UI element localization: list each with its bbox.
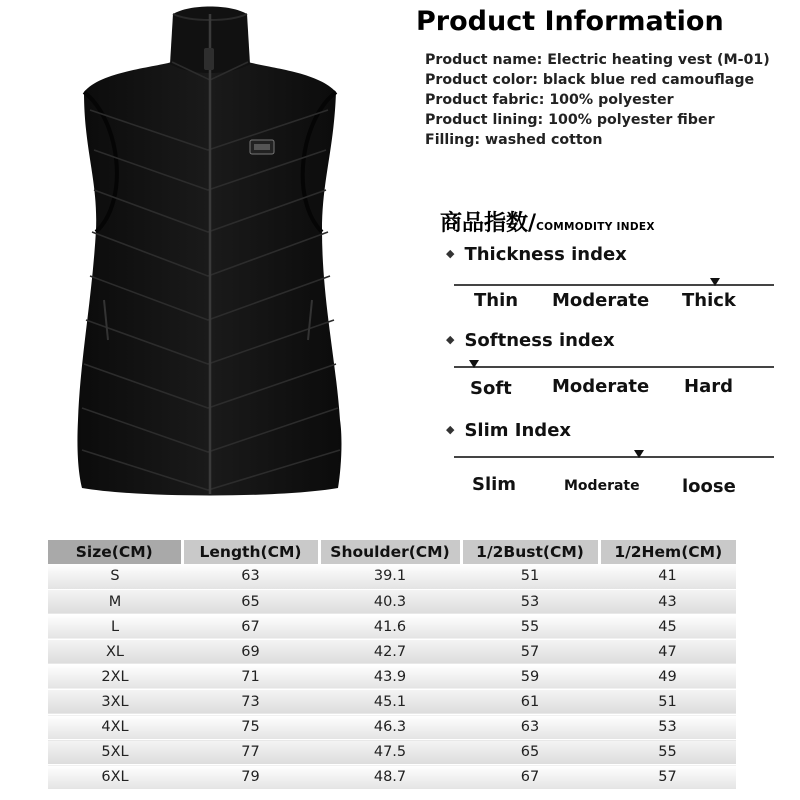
softness-label-soft: Soft <box>470 378 512 399</box>
header-half-hem: 1/2Hem(CM) <box>599 540 736 564</box>
thickness-index-scale <box>454 284 774 286</box>
table-cell: 6XL <box>48 765 182 790</box>
slim-index-scale <box>454 456 774 458</box>
table-cell: 53 <box>599 715 736 740</box>
diamond-bullet-icon: ◆ <box>446 423 455 436</box>
size-table-header-row <box>48 540 736 564</box>
product-lining-line: Product lining: 100% polyester fiber <box>425 112 715 128</box>
slim-label-moderate: Moderate <box>564 478 640 494</box>
zipper-pull <box>204 48 214 70</box>
table-cell: S <box>48 564 182 589</box>
table-cell: 40.3 <box>319 589 461 614</box>
diamond-bullet-icon: ◆ <box>446 333 455 346</box>
heating-vest-image <box>60 0 360 500</box>
table-row <box>48 740 736 765</box>
softness-index-marker <box>469 360 479 368</box>
table-row <box>48 589 736 614</box>
table-cell: 63 <box>461 715 599 740</box>
thickness-label-moderate: Moderate <box>552 290 650 311</box>
slim-index-title: ◆ Slim Index <box>446 420 572 441</box>
slim-index-marker <box>634 450 644 458</box>
table-cell: M <box>48 589 182 614</box>
thickness-index-title: ◆ Thickness index <box>446 244 627 265</box>
table-cell: 67 <box>182 614 319 639</box>
table-cell: 41 <box>599 564 736 589</box>
softness-index-scale <box>454 366 774 368</box>
table-cell: 73 <box>182 689 319 714</box>
table-cell: 69 <box>182 639 319 664</box>
diamond-bullet-icon: ◆ <box>446 247 455 260</box>
table-row <box>48 765 736 790</box>
table-cell: 47.5 <box>319 740 461 765</box>
filling-line: Filling: washed cotton <box>425 132 603 148</box>
product-info-list <box>425 50 770 150</box>
table-row <box>48 564 736 589</box>
table-cell: 42.7 <box>319 639 461 664</box>
table-cell: 71 <box>182 664 319 689</box>
table-cell: 77 <box>182 740 319 765</box>
size-chart-table <box>48 540 736 790</box>
commodity-index-heading-cn: 商品指数 <box>440 211 529 236</box>
product-info-title: Product Information <box>416 6 724 37</box>
table-cell: 67 <box>461 765 599 790</box>
table-cell: 3XL <box>48 689 182 714</box>
table-cell: 41.6 <box>319 614 461 639</box>
table-cell: 51 <box>599 689 736 714</box>
slim-label-slim: Slim <box>472 474 517 495</box>
table-cell: 53 <box>461 589 599 614</box>
table-row <box>48 689 736 714</box>
slim-label-loose: loose <box>682 476 736 497</box>
softness-label-moderate: Moderate <box>552 376 650 397</box>
table-cell: 55 <box>599 740 736 765</box>
table-cell: 45.1 <box>319 689 461 714</box>
table-cell: 63 <box>182 564 319 589</box>
header-length: Length(CM) <box>182 540 319 564</box>
table-cell: 39.1 <box>319 564 461 589</box>
heading-slash: / <box>528 211 537 236</box>
product-color-line: Product color: black blue red camouflage <box>425 72 755 88</box>
table-cell: 2XL <box>48 664 182 689</box>
header-size: Size(CM) <box>48 540 182 564</box>
table-cell: 55 <box>461 614 599 639</box>
table-cell: 48.7 <box>319 765 461 790</box>
slim-index <box>440 420 790 510</box>
table-row <box>48 639 736 664</box>
table-cell: 47 <box>599 639 736 664</box>
size-table-body <box>48 564 736 790</box>
softness-label-hard: Hard <box>684 376 733 397</box>
table-cell: 4XL <box>48 715 182 740</box>
table-cell: 5XL <box>48 740 182 765</box>
commodity-index-heading-en: COMMODITY INDEX <box>536 221 655 233</box>
product-fabric-line: Product fabric: 100% polyester <box>425 92 674 108</box>
table-cell: 57 <box>599 765 736 790</box>
table-cell: 57 <box>461 639 599 664</box>
softness-index-title: ◆ Softness index <box>446 330 615 351</box>
thickness-index <box>440 244 790 334</box>
commodity-index-heading <box>440 206 655 237</box>
softness-index <box>440 330 790 420</box>
table-row <box>48 664 736 689</box>
thickness-label-thick: Thick <box>682 290 736 311</box>
table-cell: 61 <box>461 689 599 714</box>
table-cell: 65 <box>461 740 599 765</box>
table-cell: 46.3 <box>319 715 461 740</box>
table-cell: L <box>48 614 182 639</box>
table-cell: 59 <box>461 664 599 689</box>
table-cell: 49 <box>599 664 736 689</box>
table-cell: 43.9 <box>319 664 461 689</box>
table-cell: 75 <box>182 715 319 740</box>
thickness-index-marker <box>710 278 720 286</box>
table-cell: 79 <box>182 765 319 790</box>
table-cell: 45 <box>599 614 736 639</box>
table-cell: 43 <box>599 589 736 614</box>
table-cell: 51 <box>461 564 599 589</box>
product-name-line: Product name: Electric heating vest (M-01) <box>425 52 770 68</box>
header-shoulder: Shoulder(CM) <box>319 540 461 564</box>
table-row <box>48 715 736 740</box>
thickness-label-thin: Thin <box>474 290 519 311</box>
table-cell: 65 <box>182 589 319 614</box>
table-row <box>48 614 736 639</box>
header-half-bust: 1/2Bust(CM) <box>461 540 599 564</box>
table-cell: XL <box>48 639 182 664</box>
